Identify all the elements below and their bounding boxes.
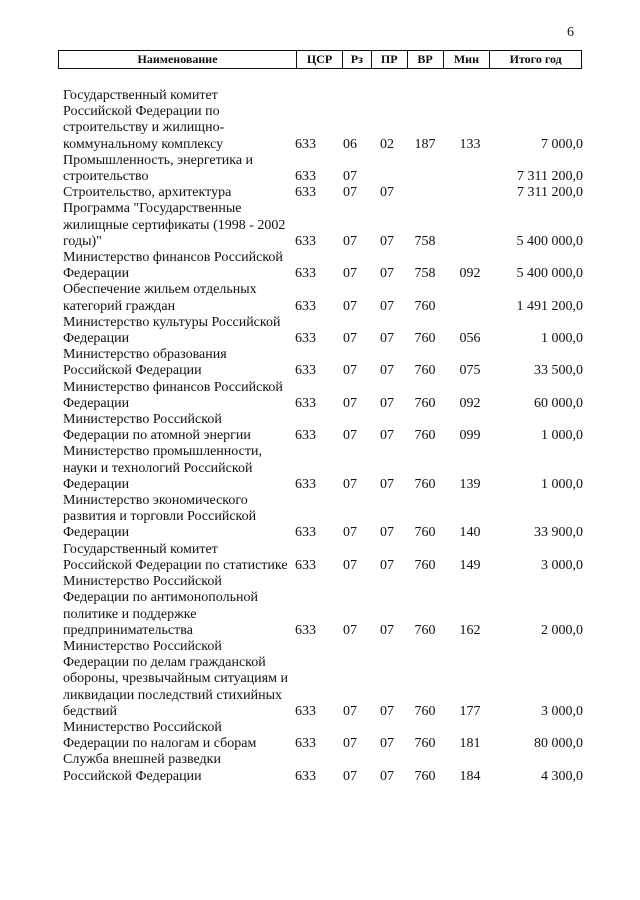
cell-total: 33 500,0 <box>534 363 583 379</box>
cell-csr: 633 <box>295 136 316 152</box>
cell-rz: 07 <box>343 185 357 201</box>
cell-rz: 07 <box>343 428 357 444</box>
cell-min: 181 <box>459 736 481 752</box>
cell-csr: 633 <box>295 331 316 347</box>
cell-name-line: строительство <box>63 169 149 185</box>
cell-rz: 07 <box>343 266 357 282</box>
cell-pr: 07 <box>380 736 394 752</box>
cell-pr: 07 <box>380 185 394 201</box>
cell-total: 5 400 000,0 <box>516 266 583 282</box>
cell-name-line: ликвидации последствий стихийных <box>63 687 283 703</box>
cell-total: 1 491 200,0 <box>516 298 583 314</box>
cell-name-line: Министерство финансов Российской <box>63 250 283 266</box>
table-row <box>63 347 583 379</box>
cell-total: 33 900,0 <box>534 525 583 541</box>
cell-csr: 633 <box>295 703 316 719</box>
table-row <box>63 542 583 574</box>
table-row <box>63 282 583 314</box>
cell-csr: 633 <box>295 363 316 379</box>
cell-csr: 633 <box>295 557 316 573</box>
table-row <box>63 444 583 493</box>
cell-total: 3 000,0 <box>541 703 583 719</box>
cell-total: 4 300,0 <box>541 768 583 784</box>
cell-pr: 07 <box>380 476 394 492</box>
cell-vr: 758 <box>414 233 436 249</box>
table-row <box>63 493 583 542</box>
cell-total: 5 400 000,0 <box>516 233 583 249</box>
cell-csr: 633 <box>295 622 316 638</box>
cell-rz: 07 <box>343 363 357 379</box>
cell-name-line: Федерации по антимонопольной <box>63 590 258 606</box>
cell-min: 162 <box>459 622 481 638</box>
cell-name <box>63 493 295 542</box>
cell-min: 139 <box>459 476 481 492</box>
cell-name-line: Министерство образования <box>63 347 227 363</box>
cell-name-line: политике и поддержке <box>63 606 197 622</box>
cell-min: 149 <box>459 557 481 573</box>
header-name: Наименование <box>137 52 218 66</box>
cell-name-line: Федерации по налогам и сборам <box>63 736 257 752</box>
cell-name-line: Федерации по делам гражданской <box>63 655 266 671</box>
cell-pr: 07 <box>380 363 394 379</box>
cell-csr: 633 <box>295 185 316 201</box>
cell-pr: 07 <box>380 622 394 638</box>
table-row <box>63 250 583 282</box>
cell-name <box>63 639 295 720</box>
cell-vr: 760 <box>414 476 436 492</box>
cell-name-line: Министерство Российской <box>63 574 222 590</box>
cell-min: 075 <box>459 363 481 379</box>
header-total: Итого год <box>489 51 581 68</box>
cell-pr: 07 <box>380 331 394 347</box>
cell-name-line: Российской Федерации по <box>63 104 220 120</box>
cell-vr: 760 <box>414 557 436 573</box>
cell-total: 1 000,0 <box>541 428 583 444</box>
cell-name-line: Федерации <box>63 525 130 541</box>
cell-rz: 07 <box>343 169 357 185</box>
table-row <box>63 88 583 153</box>
cell-csr: 633 <box>295 298 316 314</box>
cell-name-line: Государственный комитет <box>63 541 218 557</box>
cell-csr: 633 <box>295 428 316 444</box>
page-number: 6 <box>567 25 574 40</box>
cell-total: 3 000,0 <box>541 557 583 573</box>
cell-name-line: Федерации по атомной энергии <box>63 428 251 444</box>
cell-csr: 633 <box>295 525 316 541</box>
cell-name-line: Российской Федерации <box>63 363 202 379</box>
cell-min: 099 <box>459 428 481 444</box>
cell-min: 184 <box>459 768 481 784</box>
cell-name-line: Министерство Российской <box>63 719 222 735</box>
cell-name-line: строительству и жилищно- <box>63 120 225 136</box>
cell-name-line: обороны, чрезвычайным ситуациям и <box>63 671 288 687</box>
cell-rz: 07 <box>343 395 357 411</box>
cell-name-line: коммунальному комплексу <box>63 136 224 152</box>
table-row <box>63 153 583 185</box>
cell-vr: 760 <box>414 768 436 784</box>
table-row <box>63 315 583 347</box>
cell-vr: 760 <box>414 525 436 541</box>
cell-vr: 760 <box>414 736 436 752</box>
cell-name-line: Федерации <box>63 266 130 282</box>
table-row <box>63 639 583 720</box>
table-row <box>63 380 583 412</box>
cell-min: 092 <box>459 395 481 411</box>
cell-min: 133 <box>459 136 481 152</box>
cell-vr: 760 <box>414 363 436 379</box>
cell-pr: 02 <box>380 136 394 152</box>
header-min: Мин <box>443 51 490 68</box>
cell-csr: 633 <box>295 233 316 249</box>
table-row <box>63 752 583 784</box>
cell-total: 7 000,0 <box>541 136 583 152</box>
cell-total: 2 000,0 <box>541 622 583 638</box>
header-rz: Рз <box>342 51 371 68</box>
cell-name-line: Министерство культуры Российской <box>63 314 281 330</box>
header-csr: ЦСР <box>296 51 342 68</box>
cell-csr: 633 <box>295 169 316 185</box>
table-row <box>63 185 583 201</box>
cell-name-line: Служба внешней разведки <box>63 752 221 768</box>
cell-name-line: Государственный комитет <box>63 88 218 103</box>
cell-name-line: Обеспечение жильем отдельных <box>63 282 257 298</box>
cell-name-line: Федерации <box>63 331 130 347</box>
cell-name <box>63 185 295 201</box>
cell-vr: 760 <box>414 622 436 638</box>
cell-rz: 07 <box>343 768 357 784</box>
cell-csr: 633 <box>295 736 316 752</box>
cell-pr: 07 <box>380 395 394 411</box>
cell-name <box>63 282 295 314</box>
cell-name-line: Министерство финансов Российской <box>63 379 283 395</box>
cell-pr: 07 <box>380 233 394 249</box>
cell-name <box>63 88 295 153</box>
table-row <box>63 412 583 444</box>
cell-pr: 07 <box>380 703 394 719</box>
cell-name <box>63 250 295 282</box>
cell-name <box>63 444 295 493</box>
table-row <box>63 201 583 250</box>
cell-pr: 07 <box>380 525 394 541</box>
cell-csr: 633 <box>295 266 316 282</box>
cell-pr: 07 <box>380 428 394 444</box>
cell-csr: 633 <box>295 768 316 784</box>
cell-name-line: Российской Федерации <box>63 768 202 784</box>
cell-total: 7 311 200,0 <box>517 185 583 201</box>
cell-name-line: годы)" <box>63 233 102 249</box>
table-row <box>63 574 583 639</box>
cell-min: 177 <box>459 703 481 719</box>
cell-name <box>63 574 295 639</box>
header-pr: ПР <box>371 51 407 68</box>
cell-min: 092 <box>459 266 481 282</box>
cell-pr: 07 <box>380 266 394 282</box>
cell-total: 80 000,0 <box>534 736 583 752</box>
cell-csr: 633 <box>295 476 316 492</box>
cell-rz: 06 <box>343 136 357 152</box>
cell-vr: 760 <box>414 395 436 411</box>
cell-name <box>63 542 295 574</box>
cell-vr: 760 <box>414 331 436 347</box>
cell-total: 1 000,0 <box>541 331 583 347</box>
table-header <box>58 50 582 69</box>
cell-name-line: развития и торговли Российской <box>63 509 257 525</box>
cell-name-line: Министерство Российской <box>63 638 222 654</box>
cell-name-line: бедствий <box>63 703 118 719</box>
cell-min: 056 <box>459 331 481 347</box>
cell-pr: 07 <box>380 557 394 573</box>
cell-rz: 07 <box>343 736 357 752</box>
cell-name-line: Промышленность, энергетика и <box>63 152 254 168</box>
cell-name <box>63 153 295 185</box>
cell-rz: 07 <box>343 233 357 249</box>
cell-total: 1 000,0 <box>541 476 583 492</box>
cell-vr: 187 <box>414 136 436 152</box>
cell-name <box>63 347 295 379</box>
cell-name-line: жилищные сертификаты (1998 - 2002 <box>63 217 286 233</box>
cell-rz: 07 <box>343 476 357 492</box>
cell-total: 60 000,0 <box>534 395 583 411</box>
cell-name <box>63 720 295 752</box>
cell-name <box>63 412 295 444</box>
cell-name-line: Российской Федерации по статистике <box>63 557 288 573</box>
cell-name <box>63 752 295 784</box>
cell-name-line: Строительство, архитектура <box>63 185 232 201</box>
table-body <box>63 88 583 785</box>
cell-name-line: предпринимательства <box>63 622 193 638</box>
cell-vr: 760 <box>414 703 436 719</box>
cell-rz: 07 <box>343 298 357 314</box>
cell-pr: 07 <box>380 768 394 784</box>
cell-name-line: Министерство Российской <box>63 412 222 428</box>
cell-rz: 07 <box>343 557 357 573</box>
cell-name <box>63 315 295 347</box>
cell-vr: 758 <box>414 266 436 282</box>
cell-vr: 760 <box>414 428 436 444</box>
cell-name-line: науки и технологий Российской <box>63 460 253 476</box>
cell-total: 7 311 200,0 <box>517 169 583 185</box>
cell-rz: 07 <box>343 331 357 347</box>
header-vr: ВР <box>407 51 443 68</box>
cell-csr: 633 <box>295 395 316 411</box>
cell-name-line: Федерации <box>63 395 130 411</box>
cell-rz: 07 <box>343 622 357 638</box>
cell-name-line: категорий граждан <box>63 298 176 314</box>
cell-vr: 760 <box>414 298 436 314</box>
table-row <box>63 720 583 752</box>
cell-name-line: Министерство экономического <box>63 493 248 509</box>
cell-name <box>63 380 295 412</box>
cell-name-line: Программа "Государственные <box>63 201 242 217</box>
cell-name-line: Федерации <box>63 476 130 492</box>
cell-rz: 07 <box>343 525 357 541</box>
cell-min: 140 <box>459 525 481 541</box>
cell-name-line: Министерство промышленности, <box>63 444 262 460</box>
cell-name <box>63 201 295 250</box>
cell-pr: 07 <box>380 298 394 314</box>
cell-rz: 07 <box>343 703 357 719</box>
